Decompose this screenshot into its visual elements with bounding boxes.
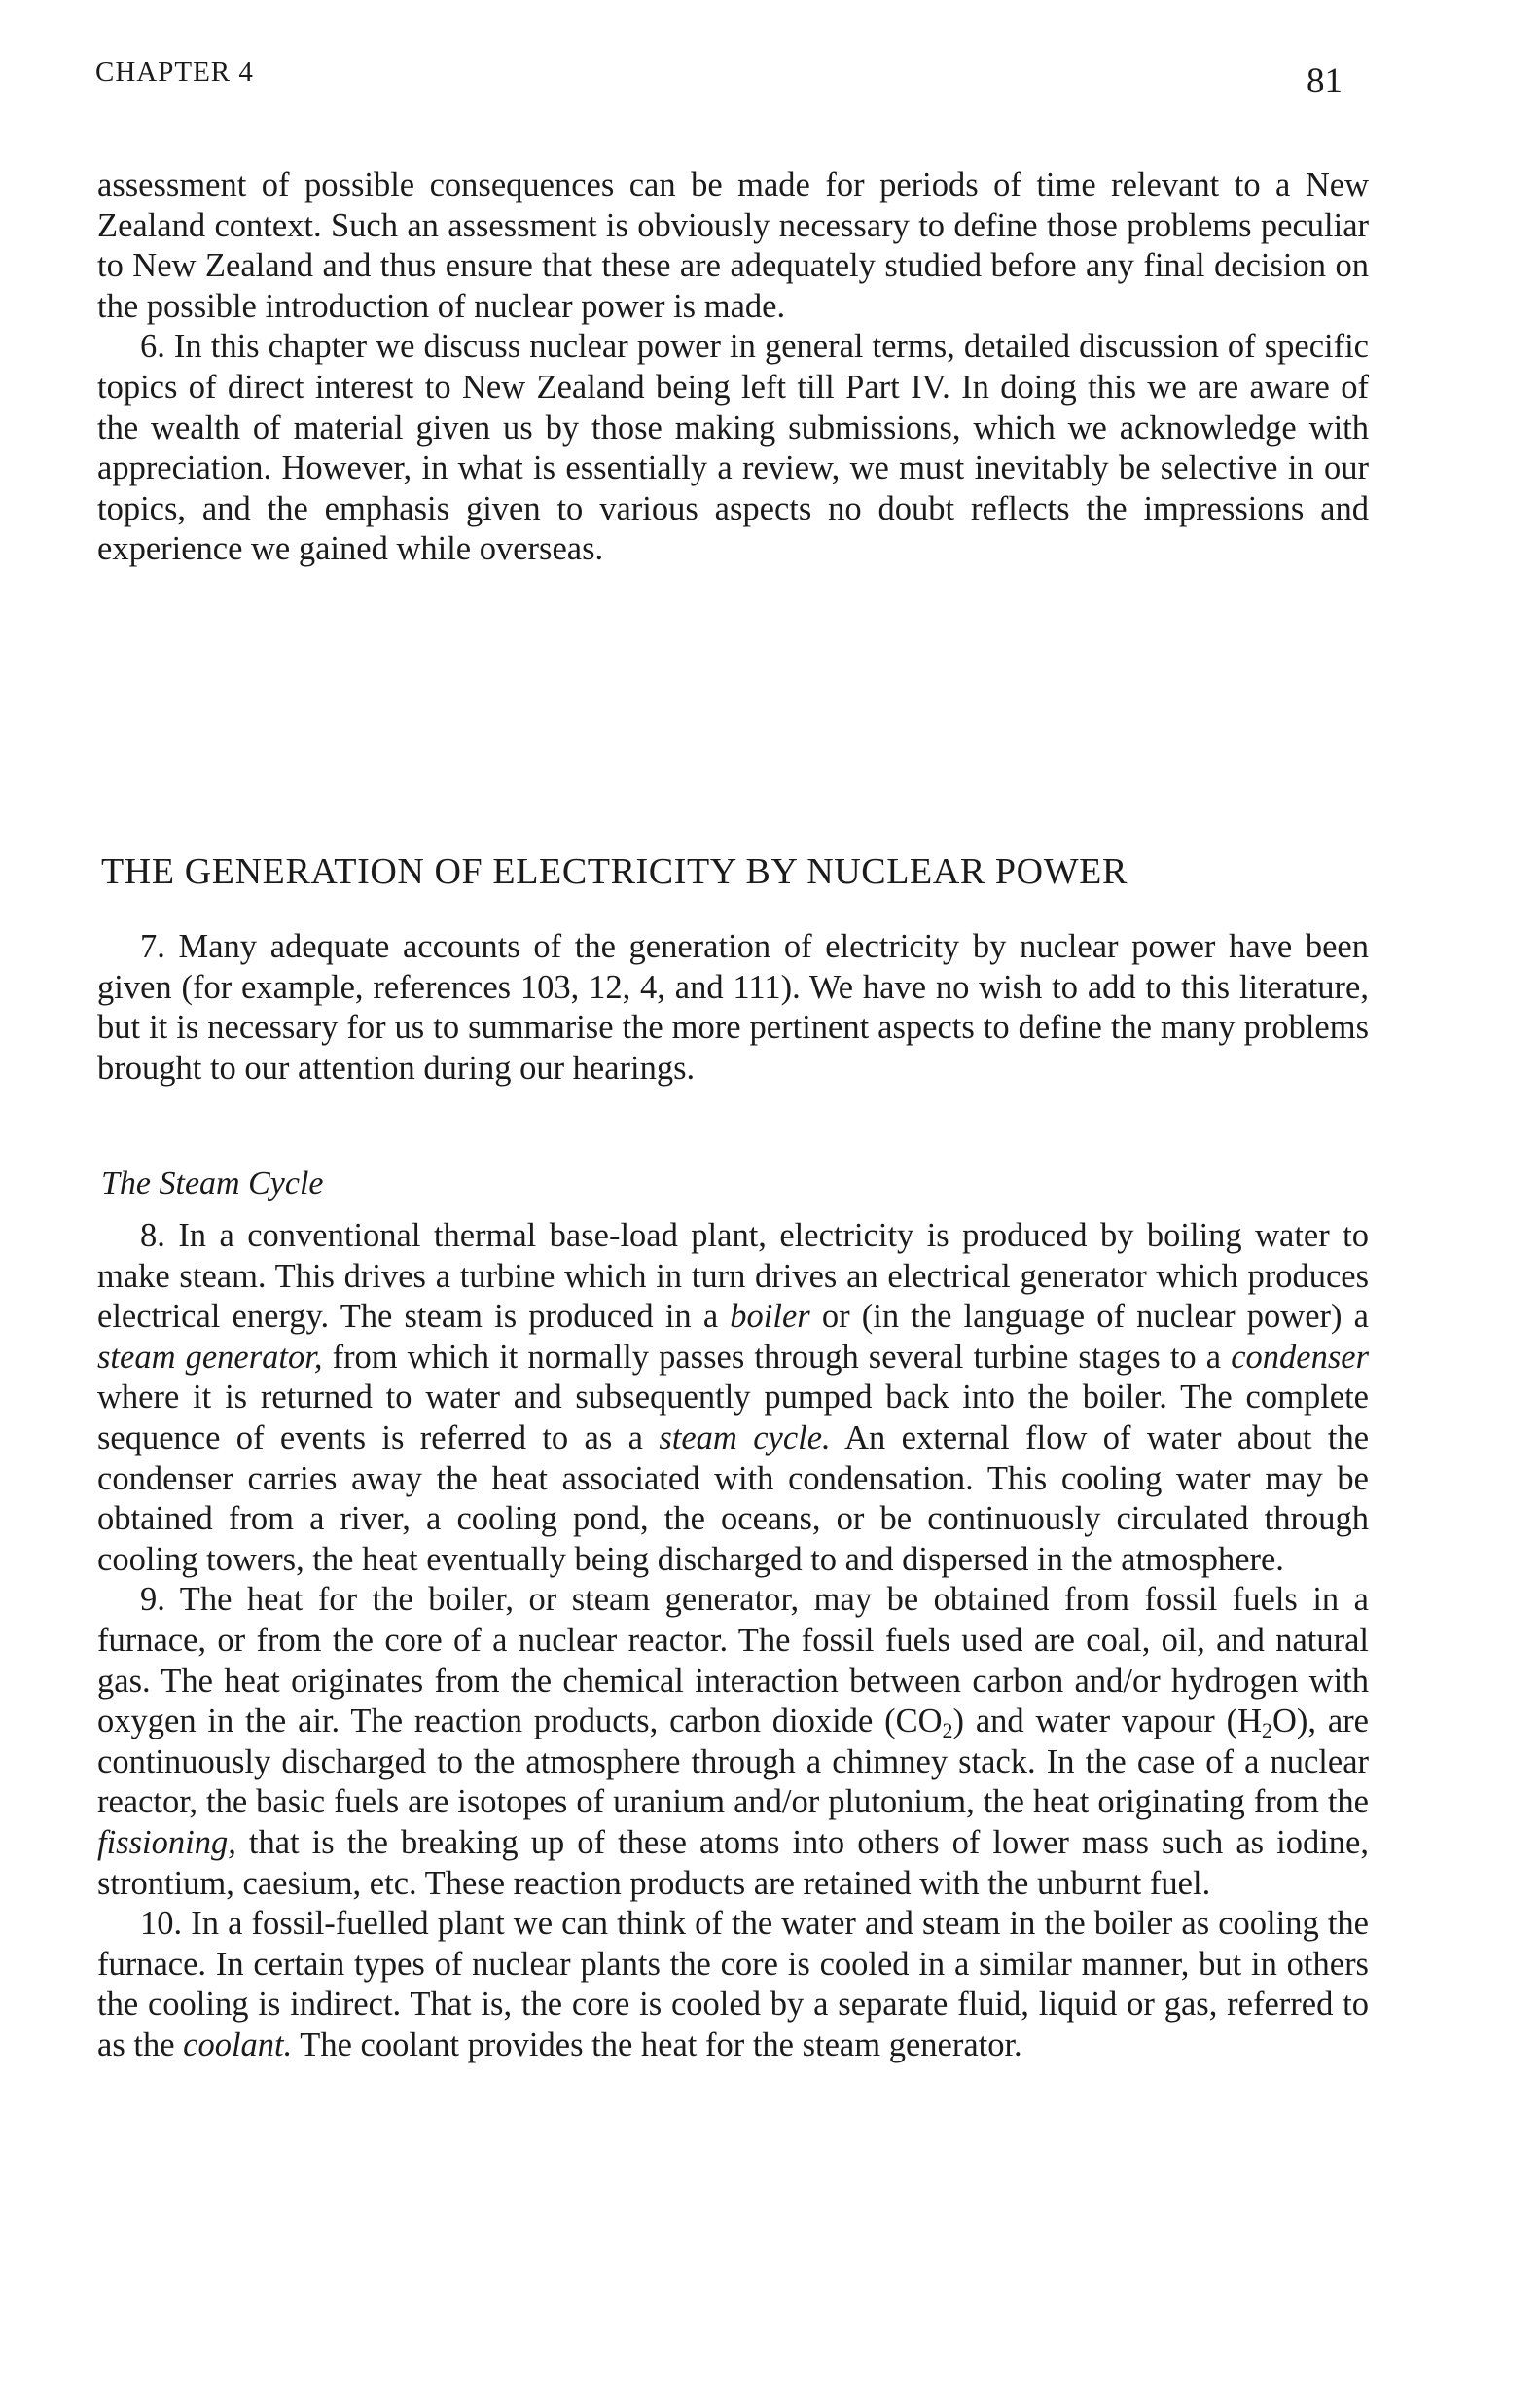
paragraph-7: 7. Many adequate accounts of the generation of electricity by nuclear power have been given (for example, references 103, 12, 4, and 111). We have no wish to add to this literature, but it is necessary for us to summarise the more pertinent aspects to define the many problems brought to our attention during our hearings.: [97, 928, 1369, 1087]
p8-term-steam-generator: steam generator,: [97, 1338, 323, 1376]
paragraph-continuation: assessment of possible consequences can be made for periods of time relevant to a New Zealand context. Such an assessment is obviously necessary to define those problems peculiar to New Zealand and thus ensure that these are adequately studied before any final decision on the possible introduction of nuclear power is made.: [97, 166, 1369, 325]
p8-term-boiler: boiler: [730, 1298, 810, 1336]
paragraph-6: 6. In this chapter we discuss nuclear power in general terms, detailed discussion of specific topics of direct interest to New Zealand being left till Part IV. In doing this we are aware of the wealth of material given us by those making submissions, which we acknowledge with appreciation. However, in what is essentially a review, we must inevitably be selective in our topics, and the emphasis given to various aspects no doubt reflects the impressions and experience we gained while overseas.: [97, 328, 1369, 568]
p8-text-4: where it is returned to water and subsequently pumped back into the boiler. The complete sequence of events is referred to as a: [97, 1379, 1369, 1456]
intro-text-block: [97, 165, 1369, 570]
p10-text-1: 10. In a fossil-fuelled plant we can think of the water and steam in the boiler as cooling the furnace. In certain types of nuclear plants the core is cooled in a similar manner, but in others the cooling is indirect. That is, the core is cooled by a separate fluid, liquid or gas, referred to as the: [97, 1905, 1369, 2063]
p10-text-2: The coolant provides the heat for the steam generator.: [292, 2026, 1022, 2063]
p8-term-steam-cycle: steam cycle.: [659, 1418, 831, 1456]
paragraph-8: [97, 1216, 1369, 1580]
running-head: CHAPTER 4: [95, 56, 254, 88]
p9-text-2: ) and water vapour (H: [952, 1703, 1263, 1740]
p10-term-coolant: coolant.: [183, 2026, 293, 2063]
p9-subscript-co2: 2: [942, 1718, 953, 1743]
page-number: 81: [1307, 61, 1343, 101]
p9-text-4: that is the breaking up of these atoms into others of lower mass such as iodine, strontium, caesium, etc. These reaction products are retained with the unburnt fuel.: [97, 1823, 1369, 1902]
p9-subscript-h2o: 2: [1262, 1718, 1273, 1743]
p8-term-condenser: condenser: [1231, 1338, 1370, 1376]
p9-term-fissioning: fissioning,: [97, 1823, 236, 1861]
p8-text-2: or (in the language of nuclear power) a: [809, 1298, 1369, 1336]
paragraph-9: [97, 1580, 1369, 1904]
section-text-block: [97, 927, 1369, 1089]
subsection-heading: The Steam Cycle: [101, 1165, 324, 1201]
p8-text-3: from which it normally passes through several turbine stages to a: [322, 1338, 1232, 1376]
p9-text-1: 9. The heat for the boiler, or steam generator, may be obtained from fossil fuels in a furnace, or from the core of a nuclear reactor. The fossil fuels used are coal, oil, and natural gas. The heat originates from the chemical interaction between carbon and/or hydrogen with oxygen in the air. The reaction products, carbon dioxide (CO: [97, 1581, 1369, 1740]
section-heading: THE GENERATION OF ELECTRICITY BY NUCLEAR POWER: [101, 851, 1128, 892]
p8-text-1: 8. In a conventional thermal base-load plant, electricity is produced by boiling water to make steam. This drives a turbine which in turn drives an electrical generator which produces electrical energy. The steam is produced in a: [97, 1217, 1369, 1336]
paragraph-10: [97, 1904, 1369, 2065]
p8-text-5: An external flow of water about the condenser carries away the heat associated with condensation. This cooling water may be obtained from a river, a cooling pond, the oceans, or be continuously circulated through cooling towers, the heat eventually being discharged to and dispersed in the atmosphere.: [97, 1418, 1370, 1578]
subsection-text-block: [97, 1216, 1369, 2065]
p9-text-3: O), are continuously discharged to the atmosphere through a chimney stack. In the case of a nuclear reactor, the basic fuels are isotopes of uranium and/or plutonium, the heat originating from the: [97, 1703, 1369, 1821]
